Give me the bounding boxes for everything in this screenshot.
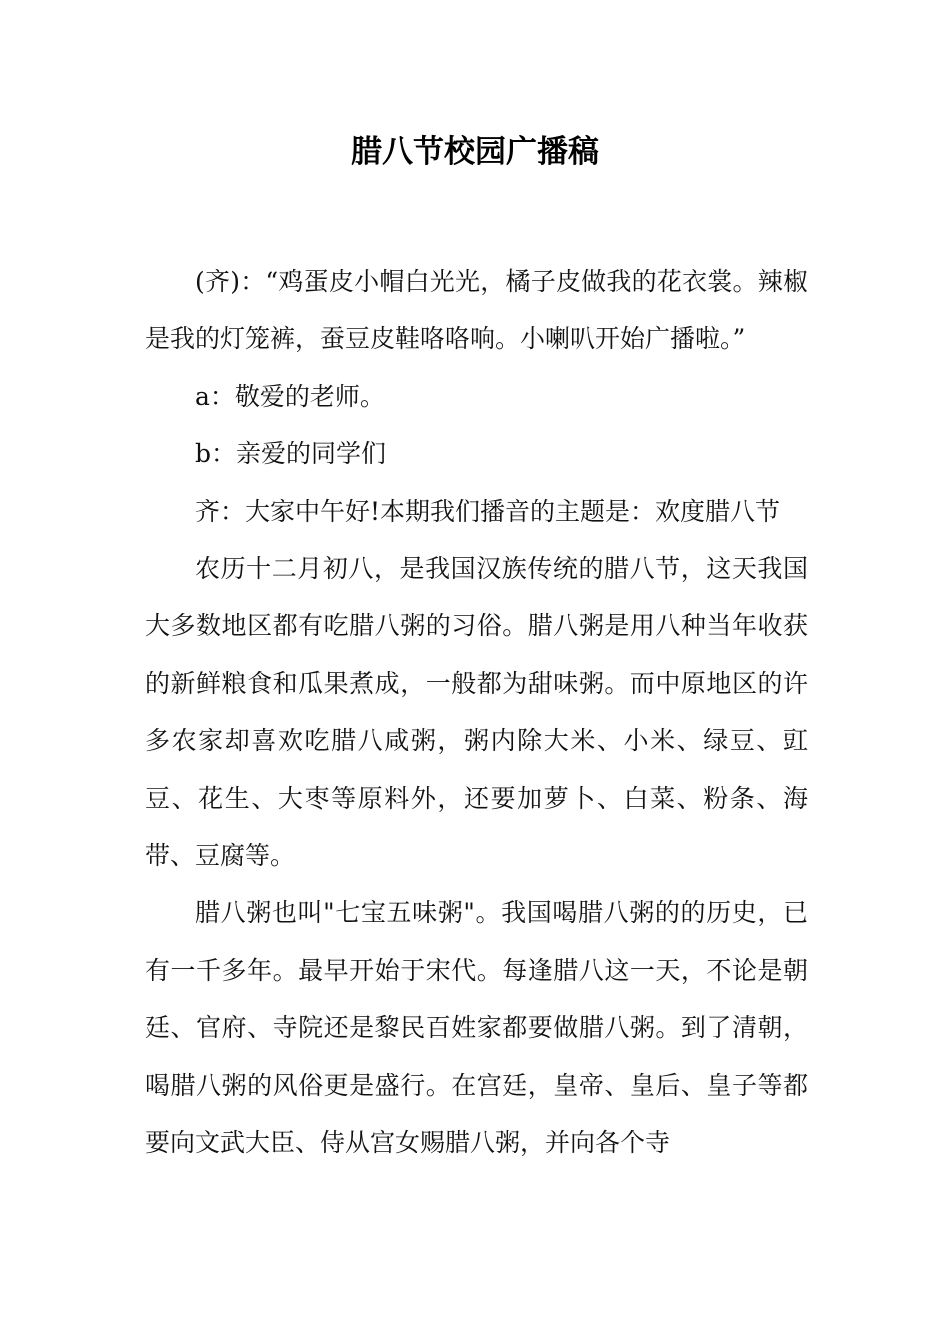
paragraph-greeting-teachers: a：敬爱的老师。: [195, 381, 385, 411]
paragraph-laba-custom: 农历十二月初八，是我国汉族传统的腊八节，这天我国大多数地区都有吃腊八粥的习俗。腊八粥是用八种当年收获的新鲜粮食和瓜果煮成，一般都为甜味粥。而中原地区的许多农家却喜欢吃腊八咸粥，粥内除大米、小米、绿豆、豇豆、花生、大枣等原料外，还要加萝卜、白菜、粉条、海带、豆腐等。: [145, 554, 808, 871]
paragraph-theme: 齐：大家中午好!本期我们播音的主题是：欢度腊八节: [195, 496, 781, 526]
paragraph-opening-chant: (齐)：“鸡蛋皮小帽白光光，橘子皮做我的花衣裳。辣椒是我的灯笼裤，蚕豆皮鞋咯咯响。小喇叭开始广播啦。”: [145, 267, 808, 354]
document-title: 腊八节校园广播稿: [351, 134, 599, 170]
paragraph-laba-history: 腊八粥也叫"七宝五味粥"。我国喝腊八粥的的历史，已有一千多年。最早开始于宋代。每逢腊八这一天，不论是朝廷、官府、寺院还是黎民百姓家都要做腊八粥。到了清朝，喝腊八粥的风俗更是盛行。在宫廷，皇帝、皇后、皇子等都要向文武大臣、侍从宫女赐腊八粥，并向各个寺: [145, 898, 808, 1158]
paragraph-greeting-students: b：亲爱的同学们: [195, 439, 387, 469]
document-body: [145, 253, 808, 1172]
